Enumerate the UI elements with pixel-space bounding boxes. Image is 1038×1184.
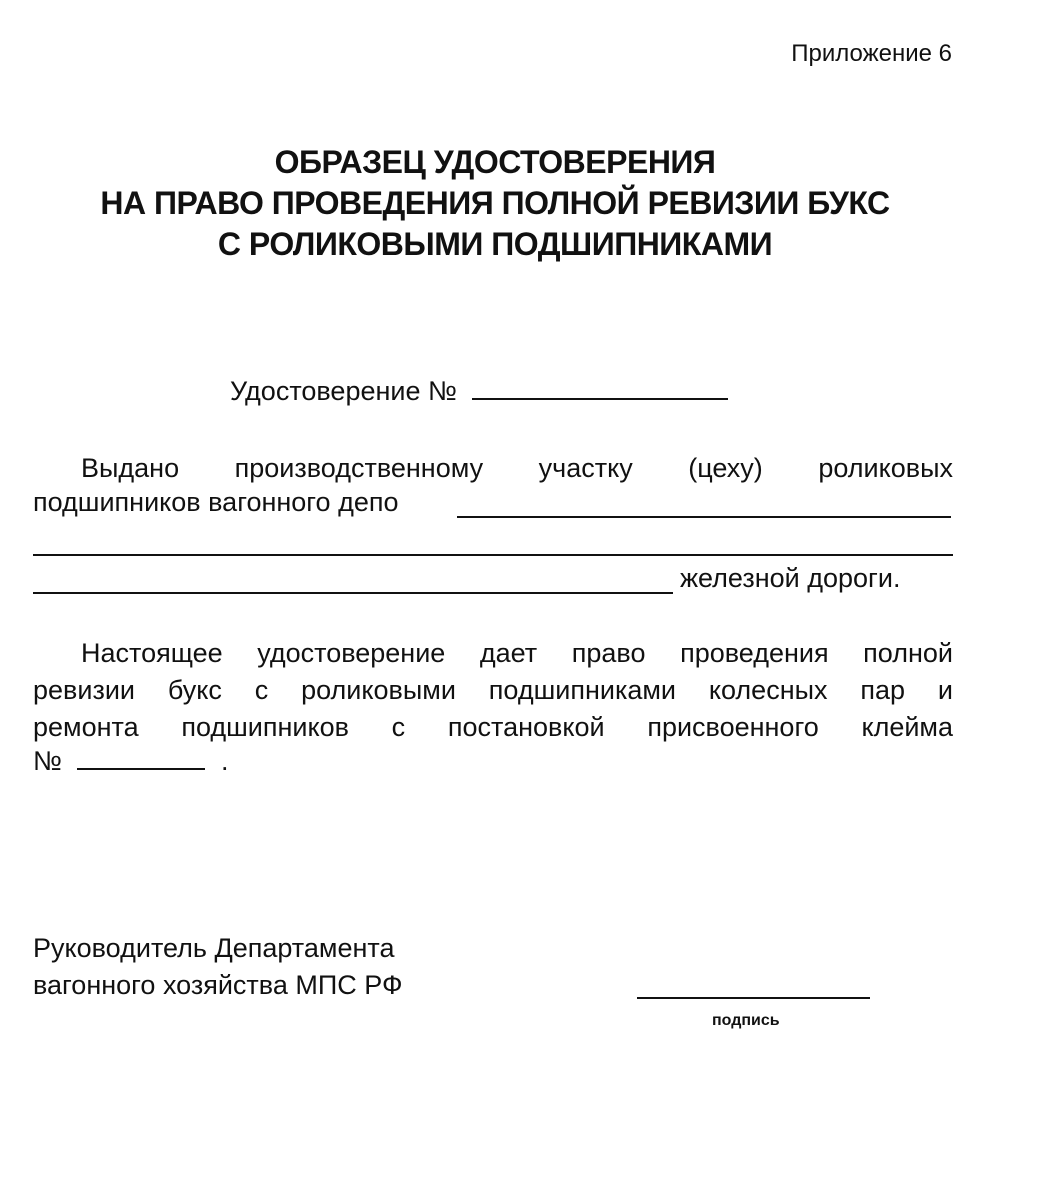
depot-name-blank bbox=[457, 516, 951, 518]
stamp-number-period: . bbox=[221, 746, 229, 776]
issued-line-2-text: подшипников вагонного депо bbox=[33, 487, 399, 517]
signer-line-2: вагонного хозяйства МПС РФ bbox=[33, 970, 403, 1000]
stamp-number-label: № bbox=[33, 746, 62, 776]
document-title bbox=[0, 142, 990, 265]
railway-suffix: железной дороги. bbox=[680, 563, 901, 593]
stamp-number-row bbox=[33, 746, 229, 777]
certificate-number-row bbox=[230, 376, 728, 407]
depot-name-blank-continued bbox=[33, 554, 953, 556]
certificate-number-blank bbox=[472, 397, 728, 400]
title-line-3: С РОЛИКОВЫМИ ПОДШИПНИКАМИ bbox=[217, 226, 773, 262]
railway-name-blank bbox=[33, 592, 673, 594]
issued-line-2-row bbox=[33, 487, 398, 518]
signature-line bbox=[637, 997, 870, 999]
title-line-2: НА ПРАВО ПРОВЕДЕНИЯ ПОЛНОЙ РЕВИЗИИ БУКС bbox=[100, 185, 890, 221]
appendix-label: Приложение 6 bbox=[791, 40, 952, 67]
rights-line-3: ремонта подшипников с постановкой присвоенного клейма bbox=[33, 712, 953, 742]
signature-caption: подпись bbox=[712, 1012, 780, 1029]
title-line-1: ОБРАЗЕЦ УДОСТОВЕРЕНИЯ bbox=[274, 144, 716, 180]
issued-line-1: Выдано производственному участку (цеху) роликовых bbox=[81, 453, 953, 483]
signer-line-1: Руководитель Департамента bbox=[33, 933, 395, 963]
stamp-number-blank bbox=[77, 767, 205, 770]
certificate-number-label: Удостоверение № bbox=[230, 376, 457, 406]
rights-line-1: Настоящее удостоверение дает право проведения полной bbox=[81, 638, 953, 668]
signer-block bbox=[33, 930, 402, 1004]
rights-line-2: ревизии букс с роликовыми подшипниками колесных пар и bbox=[33, 675, 953, 705]
